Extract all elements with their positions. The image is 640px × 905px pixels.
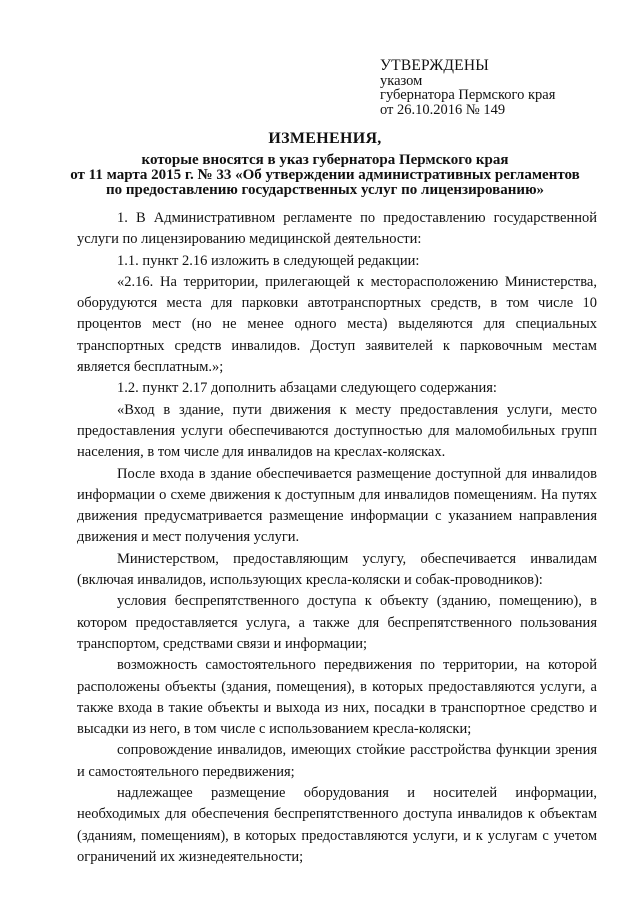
paragraph: 1.1. пункт 2.16 изложить в следующей редакции: xyxy=(117,252,420,269)
paragraph: надлежащее размещение оборудования и носителей информации, необходимых для обеспечения беспрепятственного доступа инвалидов к объектам (зданиям, помещениям), в которых предоставляются услуги, и к услугам с учетом ограничений их жизнедеятельности; xyxy=(77,785,597,865)
paragraph: «2.16. На территории, прилегающей к месторасположению Министерства, оборудуются места для парковки автотранспортных средств, в том числе 10 процентов мест (но не менее одного места) выделяются для специальных транспортных средств инвалидов. Доступ заявителей к парковочным местам является бесплатным.»; xyxy=(77,273,597,376)
title-line-3: по предоставлению государственных услуг по лицензированию» xyxy=(105,182,545,198)
title-main: ИЗМЕНЕНИЯ, xyxy=(268,130,382,147)
paragraph: 1. В Административном регламенте по предоставлению государственной услуги по лицензированию медицинской деятельности: xyxy=(77,210,597,248)
paragraph: сопровождение инвалидов, имеющих стойкие расстройства функции зрения и самостоятельного передвижения; xyxy=(77,742,597,780)
document-title xyxy=(60,131,590,198)
paragraph: 1.2. пункт 2.17 дополнить абзацами следующего содержания: xyxy=(117,380,497,397)
paragraph: Министерством, предоставляющим услугу, обеспечивается инвалидам (включая инвалидов, использующих кресла-коляски и собак-проводников): xyxy=(77,550,597,589)
paragraph: условия беспрепятственного доступа к объекту (зданию, помещению), в котором предоставляется услуга, а также для беспрепятственного пользования транспортом, средствами связи и информации; xyxy=(77,593,597,652)
title-line-1: которые вносятся в указ губернатора Пермского края xyxy=(141,152,509,168)
approval-line-2: губернатора Пермского края xyxy=(380,87,556,103)
approval-heading: УТВЕРЖДЕНЫ xyxy=(380,57,489,74)
paragraph: возможность самостоятельного передвижения по территории, на которой расположены объекты (здания, помещения), в которых предоставляются услуги, а также входа в такие объекты и выхода из них, посадки в транспортное средство и высадки из него, в том числе с использованием кресла-коляски; xyxy=(77,657,597,738)
approval-line-3: от 26.10.2016 № 149 xyxy=(380,101,506,118)
approval-line-1: указом xyxy=(380,72,423,89)
paragraph: «Вход в здание, пути движения к месту предоставления услуги, место предоставления услуги обеспечиваются доступностью для маломобильных групп населения, в том числе для инвалидов на креслах-колясках. xyxy=(77,401,597,461)
title-line-2: от 11 марта 2015 г. № 33 «Об утверждении административных регламентов xyxy=(70,167,580,183)
paragraph: После входа в здание обеспечивается размещение доступной для инвалидов информации о схеме движения к доступным для инвалидов помещениям. На путях движения предусматривается размещение информации с указанием направления движения и мест получения услуги. xyxy=(77,465,597,546)
document-body xyxy=(77,208,597,868)
approval-stamp xyxy=(380,59,620,117)
